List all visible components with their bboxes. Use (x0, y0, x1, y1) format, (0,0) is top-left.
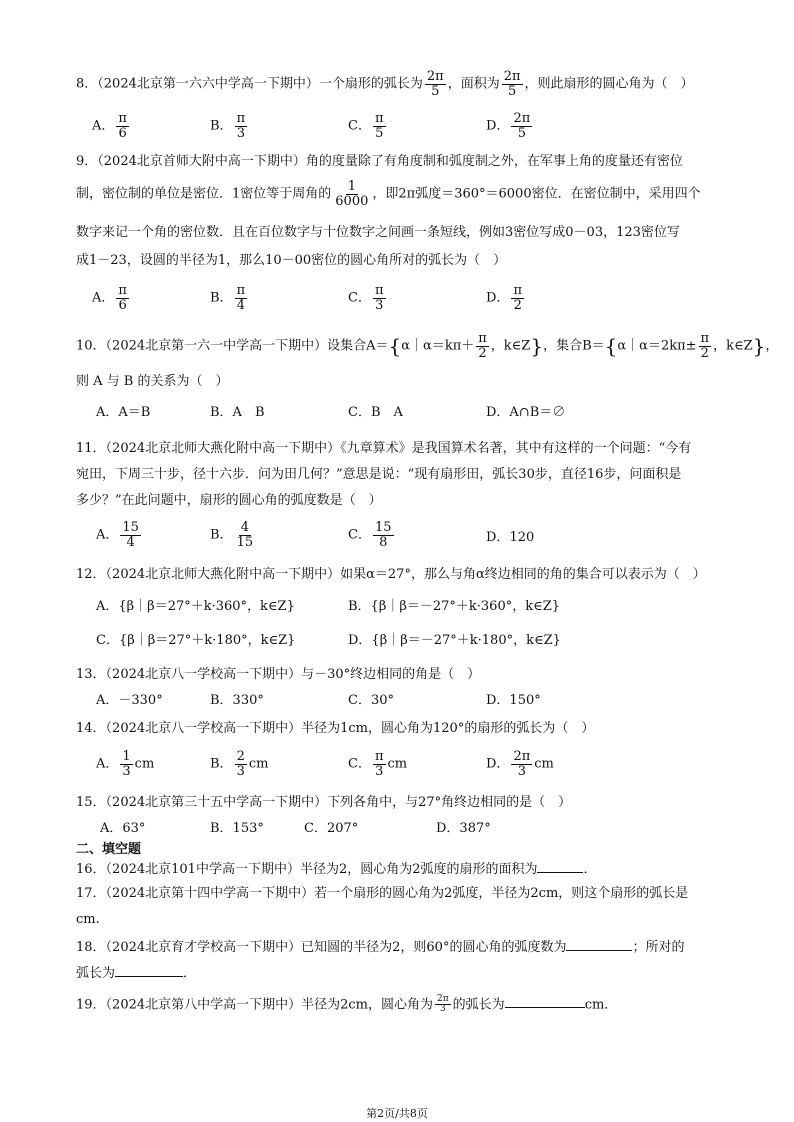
q15-option-a[interactable]: A．63° (100, 821, 146, 836)
q13-option-a[interactable]: A．－330° (96, 693, 163, 708)
q8-arc-fraction: $\frac{2\pi}{5}$ (426, 69, 444, 99)
q14-option-c[interactable]: C． $\frac{\pi}{3}$ cm (348, 749, 408, 779)
q12-option-a[interactable]: A．{β｜β＝27°＋k·360°，k∈Z} (96, 599, 295, 614)
q19-answer-blank[interactable] (505, 995, 585, 1008)
q14-option-a[interactable]: A． $\frac{1}{3}$ cm (96, 749, 155, 779)
q14-line-1: 14．（2024北京八一学校高一下期中）半径为1cm，圆心角为120°的扇形的弧长为（ ） (76, 721, 595, 736)
q10-option-a[interactable]: A．A＝B (96, 405, 151, 420)
q8-option-d[interactable]: D． $\frac{2\pi}{5}$ (486, 111, 531, 141)
page-number-footer: 第2页/共8页 (366, 1107, 428, 1120)
question-8: 8．（2024北京第一六六中学高一下期中）一个扇形的弧长为 $\frac{2\pi}{5}$ ，面积为 $\frac{2\pi}{5}$ ，则此扇形的圆心角为（ ） (76, 69, 694, 99)
q13-option-c[interactable]: C．30° (348, 693, 394, 708)
q13-option-b[interactable]: B．330° (210, 693, 264, 708)
q12-option-b[interactable]: B．{β｜β＝－27°＋k·360°，k∈Z} (348, 599, 561, 614)
q11-line-1: 11．（2024北京北师大燕化附中高一下期中）《九章算术》是我国算术名著，其中有这样的一个问题：“今有 (76, 441, 692, 456)
q11-option-a[interactable]: A． $\frac{15}{4}$ (96, 520, 139, 550)
q15-line-1: 15．（2024北京第三十五中学高一下期中）下列各角中，与27°角终边相同的是（ ） (76, 795, 572, 810)
q18-line-1: 18．（2024北京育才学校高一下期中）已知圆的半径为2，则60°的圆心角的弧度数为 ；所对的 (76, 940, 685, 955)
q9-line-2: 制，密位制的单位是密位．1密位等于周角的 $\frac{1}{6000}$ ，即2π弧度＝360°＝6000密位．在密位制中，采用四个 (76, 179, 701, 209)
q9-fraction: $\frac{1}{6000}$ (335, 179, 369, 209)
q18-line-2: 弧长为 ． (76, 966, 197, 981)
q9-option-a[interactable]: A． $\frac{\pi}{6}$ (92, 283, 127, 313)
q15-option-d[interactable]: D．387° (436, 821, 491, 836)
q11-option-d[interactable]: D．120 (486, 530, 535, 545)
q18-answer-blank-2[interactable] (115, 964, 183, 977)
q10-option-c[interactable]: C．B A (348, 405, 403, 420)
q16-line-1: 16．（2024北京101中学高一下期中）半径为2，圆心角为2弧度的扇形的面积为 ． (76, 862, 597, 877)
q11-line-3: 多少？”在此问题中，扇形的圆心角的弧度数是（ ） (76, 493, 382, 508)
q15-option-c[interactable]: C．207° (304, 821, 359, 836)
q8-option-c[interactable]: C． $\frac{\pi}{5}$ (348, 111, 384, 141)
q12-option-c[interactable]: C．{β｜β＝27°＋k·180°，k∈Z} (96, 633, 296, 648)
q14-option-b[interactable]: B． $\frac{2}{3}$ cm (210, 749, 269, 779)
q11-option-b[interactable]: B． $\frac{4}{15}$ (210, 520, 254, 550)
q8-option-b[interactable]: B． $\frac{\pi}{3}$ (210, 111, 246, 141)
q9-line-3: 数字来记一个角的密位数．且在百位数字与十位数字之间画一条短线，例如3密位写成0－03，123密位写 (76, 225, 680, 240)
q10-line-2: 则 A 与 B 的关系为（ ） (76, 374, 229, 389)
q9-line-4: 成1－23，设圆的半径为1，那么10－00密位的圆心角所对的弧长为（ ） (76, 253, 507, 268)
section-heading-fill-in: 二、填空题 (76, 842, 142, 857)
q16-answer-blank[interactable] (537, 860, 583, 873)
q13-line-1: 13．（2024北京八一学校高一下期中）与－30°终边相同的角是（ ） (76, 667, 481, 682)
q17-line-1: 17．（2024北京第十四中学高一下期中）若一个扇形的圆心角为2弧度，半径为2cm，则这个扇形的弧长是 (76, 886, 689, 901)
q11-option-c[interactable]: C． $\frac{15}{8}$ (348, 520, 392, 550)
q13-option-d[interactable]: D．150° (486, 693, 541, 708)
q9-option-c[interactable]: C． $\frac{\pi}{3}$ (348, 283, 384, 313)
q10-line-1: 10．（2024北京第一六一中学高一下期中）设集合A＝{α｜α＝kπ＋ $\frac{\pi}{2}$ ，k∈Z}，集合B＝{α｜α＝2kπ± $\frac{\pi}{2}$ ，k∈Z}， (76, 331, 779, 361)
q9-option-b[interactable]: B． $\frac{\pi}{4}$ (210, 283, 246, 313)
q10-option-d[interactable]: D．A∩B＝∅ (486, 405, 566, 420)
q17-line-2: cm. (76, 912, 100, 927)
q8-stem-start: 8．（2024北京第一六六中学高一下期中）一个扇形的弧长为 (76, 76, 423, 92)
q18-answer-blank-1[interactable] (566, 938, 632, 951)
q14-option-d[interactable]: D． $\frac{2\pi}{3}$ cm (486, 749, 554, 779)
q11-line-2: 宛田，下周三十步，径十六步．问为田几何？”意思是说：“现有扇形田，弧长30步，直径16步，问面积是 (76, 467, 682, 482)
q15-option-b[interactable]: B．153° (210, 821, 264, 836)
q8-option-a[interactable]: A． $\frac{\pi}{6}$ (92, 111, 127, 141)
q19-line-1: 19．（2024北京第八中学高一下期中）半径为2cm，圆心角为 $\frac{2\pi}{3}$ 的弧长为 cm． (76, 994, 618, 1015)
q8-area-fraction: $\frac{2\pi}{5}$ (503, 69, 521, 99)
q12-option-d[interactable]: D．{β｜β＝－27°＋k·180°，k∈Z} (348, 633, 561, 648)
q9-line-1: 9．（2024北京首师大附中高一下期中）角的度量除了有角度制和弧度制之外，在军事上角的度量还有密位 (76, 154, 683, 169)
q10-option-b[interactable]: B．A B (210, 405, 265, 420)
q9-option-d[interactable]: D． $\frac{\pi}{2}$ (486, 283, 522, 313)
q19-fraction: $\frac{2\pi}{3}$ (437, 994, 449, 1015)
q12-line-1: 12．（2024北京北师大燕化附中高一下期中）如果α＝27°，那么与角α终边相同的角的集合可以表示为（ ） (76, 567, 706, 582)
